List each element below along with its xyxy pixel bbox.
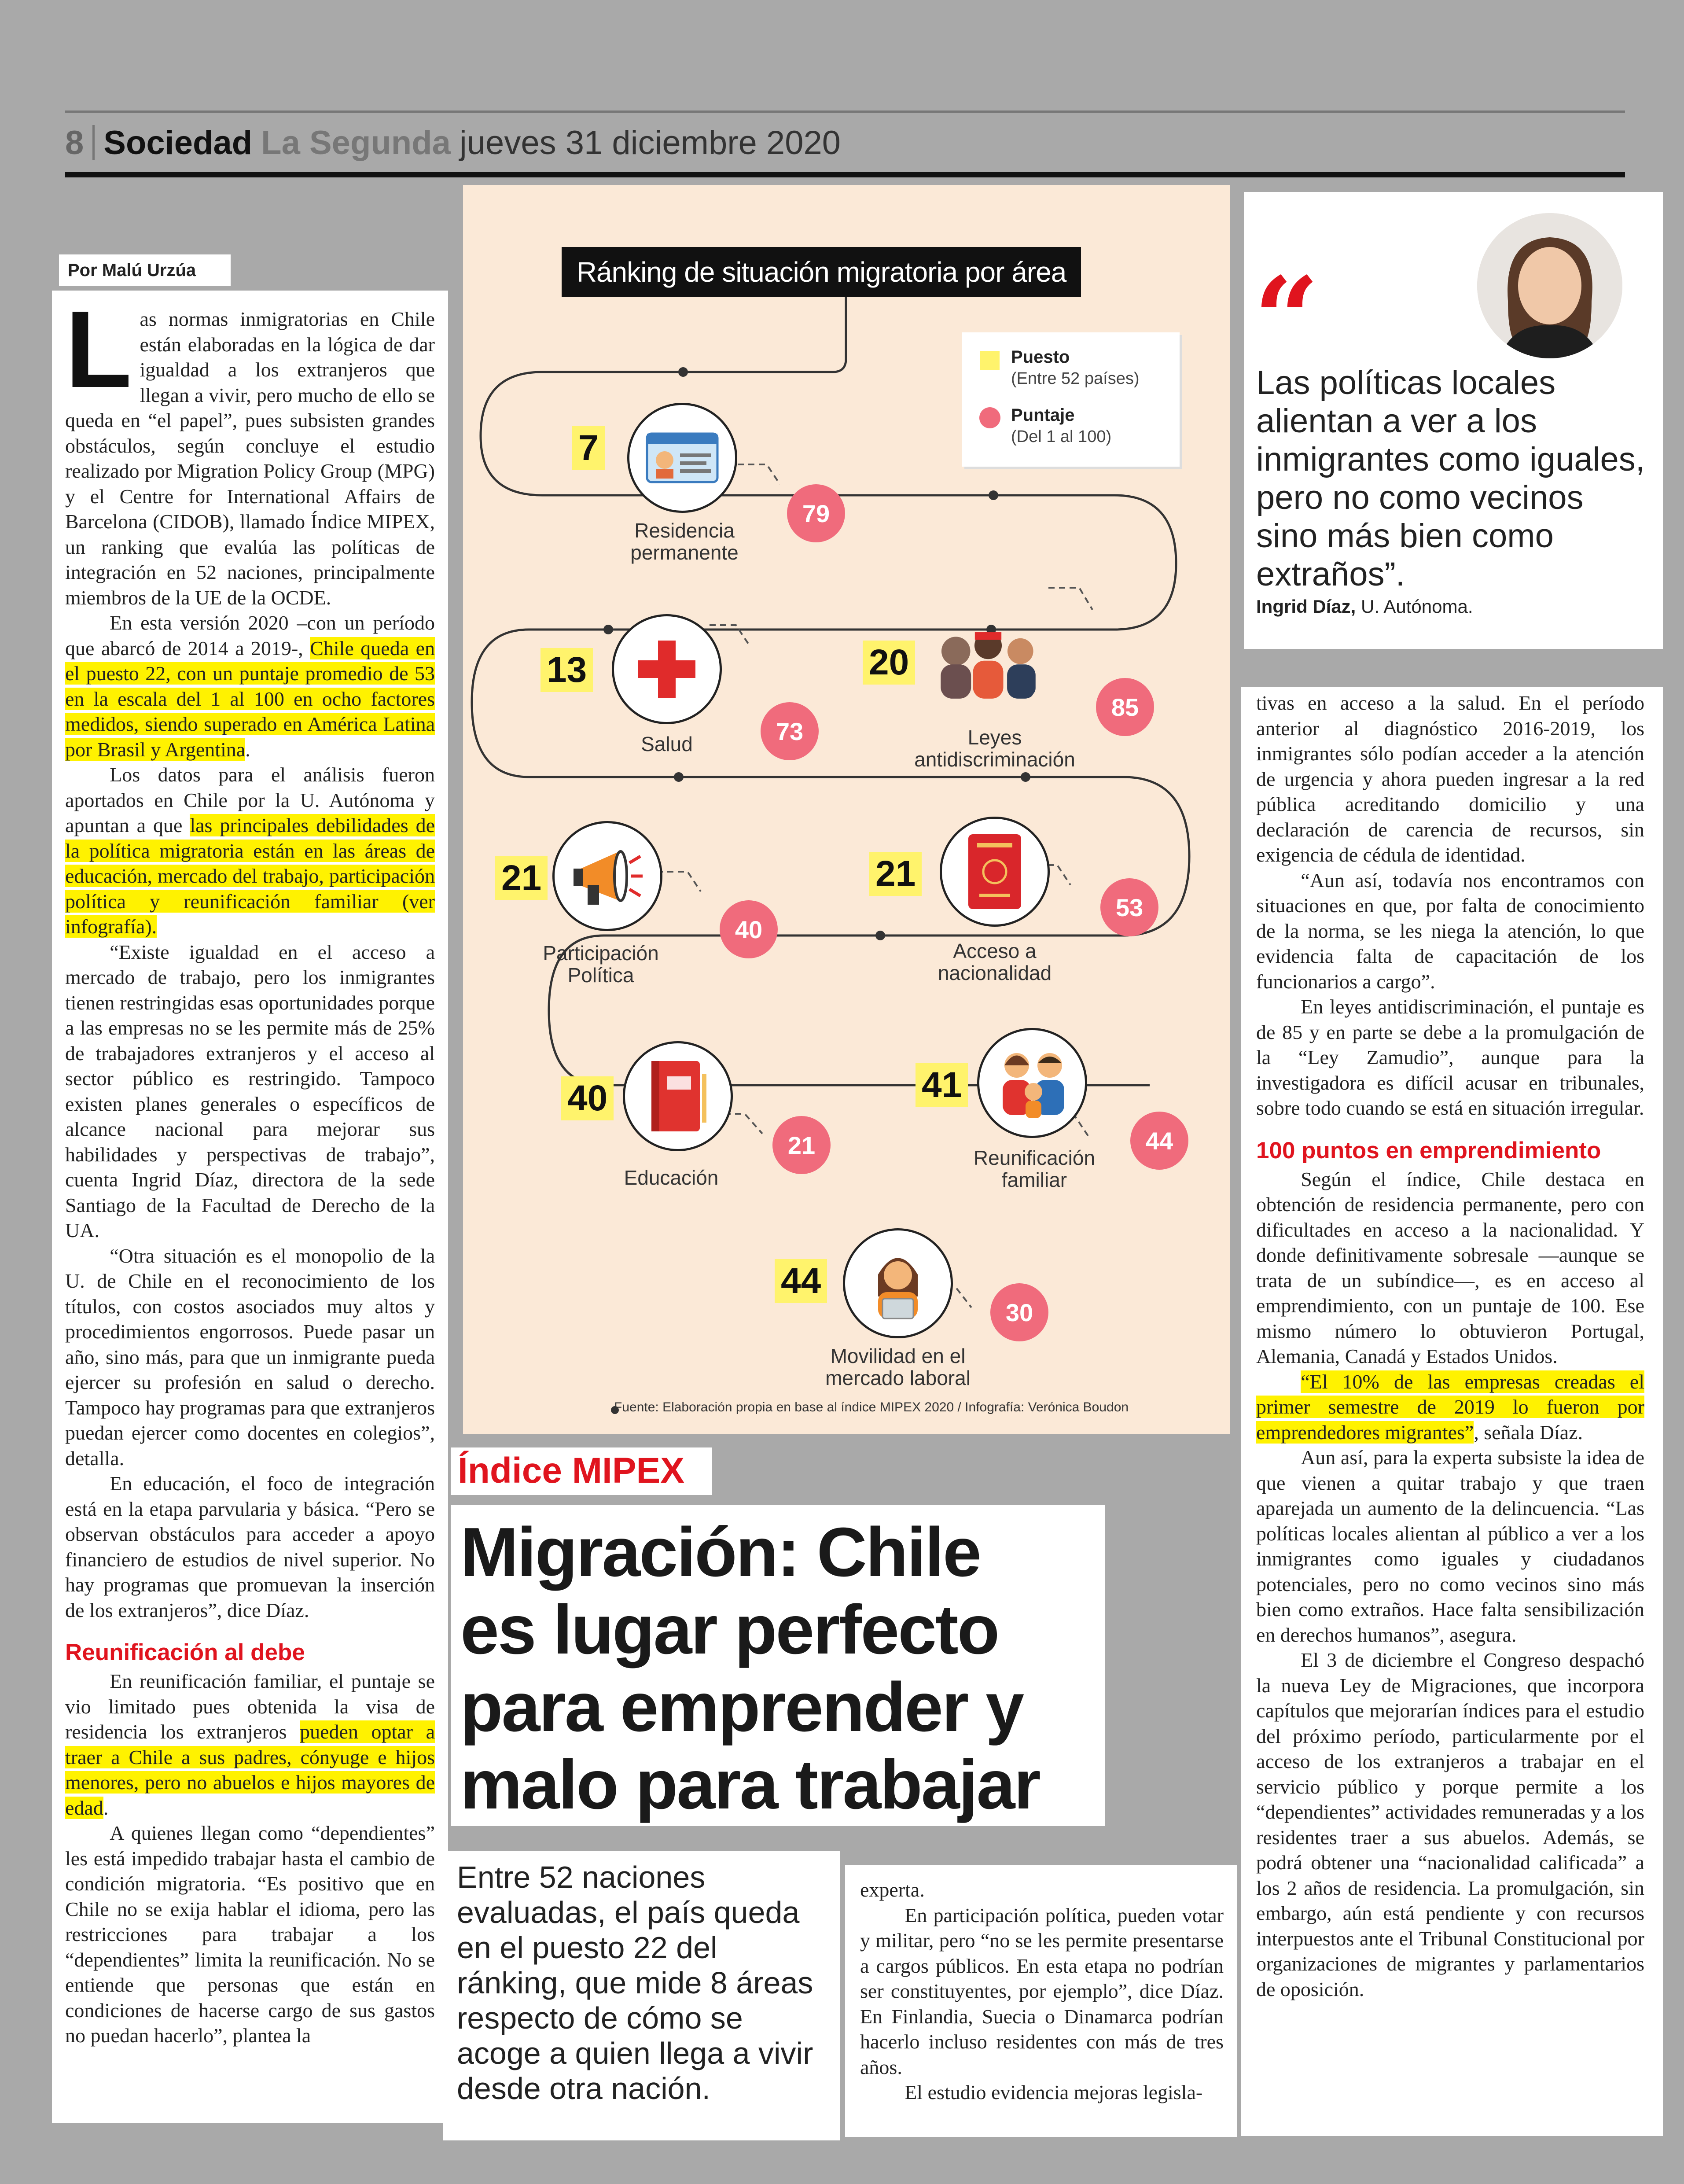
section-name: Sociedad [103, 124, 253, 162]
kicker-text: Índice MIPEX [458, 1451, 684, 1491]
highlight: Chile queda en el puesto 22, con un puntaje promedio de 53 en la escala del 1 al 100 en ocho factores medidos, siendo superado en América Latina por Brasil y Argentina [65, 637, 435, 761]
quote-attribution: Ingrid Díaz, U. Autónoma. [1256, 596, 1473, 617]
paragraph: En leyes antidiscriminación, el puntaje es de 85 y en parte se debe a la promulgación de la “Ley Zamudio”, aunque para la investigadora es difícil acusar en tribunales, sobre todo cuando se está en situación irregular. [1256, 995, 1644, 1119]
score-badge: 53 [1100, 878, 1158, 936]
worker-laptop-icon [843, 1228, 953, 1338]
headline [451, 1505, 1105, 1826]
paragraph: Los datos para el análisis fueron aportados en Chile por la U. Autónoma y apuntan a que las principales debilidades de la política migratoria están en las áreas de educación, mercado del trabajo, participación política y reunificación familiar (ver infografía). [65, 763, 435, 938]
megaphone-icon [552, 821, 662, 931]
rank-badge: 21 [869, 852, 922, 896]
paragraph: Aun así, para la experta subsiste la idea de que vienen a quitar trabajo y que traen aparejada un aumento de la delincuencia. “Las políticas locales alientan al público a ver a los inmigrantes como iguales y ciudadanos potenciales, pero no como vecinos sino más bien como extraños. Hace falta sensibilización en derechos humanos”, asegura. [1256, 1446, 1644, 1646]
area-label: Salud [641, 733, 693, 755]
publication-date: jueves 31 diciembre 2020 [459, 124, 841, 162]
headline-text: Migración: Chile es lugar perfecto para emprender y malo para trabajar [460, 1514, 1040, 1823]
header-bottom-rule [65, 172, 1625, 177]
highlight: las principales debilidades de la política migratoria están en las áreas de educación, mercado del trabajo, participación política y reunificación familiar (ver infografía). [65, 814, 435, 938]
book-icon [623, 1041, 733, 1151]
paragraph: A quienes llegan como “dependientes” les está impedido trabajar hasta el cambio de condición migratoria. “Es positivo que en Chile no se exija hablar el idioma, pero las restricciones para trabajar a los “dependientes” limita la reunificación. No se entiende que personas que están en condiciones de hacerse cargo de sus gastos no puedan hacerlo”, plantea la [65, 1822, 435, 2047]
subheading: 100 puntos en emprendimiento [1256, 1137, 1601, 1164]
paragraph: as normas inmigratorias en Chile están elaboradas en la lógica de dar igualdad a los extranjeros que llegan a vivir, pero mucho de ello se queda en “el papel”, pues subsisten grandes obstáculos, según concluye el estudio realizado por Migration Policy Group (MPG) y el Centre for International Affairs de Barcelona (CIDOB), llamado Índice MIPEX, un ranking que evalúa las políticas de integración en 52 naciones, principalmente miembros de la UE de la OCDE. [65, 308, 435, 609]
paragraph: “Aun así, todavía nos encontramos con situaciones en que, por falta de conocimiento de la norma, se les niega la atención, lo que evidencia falta de capacitación de los funcionarios a cargo”. [1256, 869, 1644, 993]
byline [59, 254, 231, 286]
score-badge: 85 [1096, 678, 1154, 736]
rank-badge: 20 [863, 641, 915, 685]
paragraph: En reunificación familiar, el puntaje se vio limitado pues obtenida la visa de residencia los extranjeros pueden optar a traer a Chile a sus padres, cónyuge e hijos menores, pero no abuelos e hijos mayores de edad. [65, 1670, 435, 1819]
paragraph: experta. [860, 1878, 925, 1901]
infographic-source: Fuente: Elaboración propia en base al índice MIPEX 2020 / Infografía: Verónica Boudon [614, 1400, 1129, 1414]
passport-icon [940, 817, 1050, 927]
deck [443, 1851, 840, 2140]
right-column [1241, 687, 1663, 2136]
legend-puesto: Puesto [1011, 347, 1070, 367]
red-cross-icon [612, 614, 722, 724]
paragraph: Según el índice, Chile destaca en obtención de residencia permanente, pero con dificultades en acceso a la nacionalidad. Y donde definitivamente sobresale —aunque se trata de un subíndice—, es en acceso al emprendimiento, con un puntaje de 100. Ese mismo número lo obtuvieron Portugal, Alemania, Canadá y Estados Unidos. [1256, 1168, 1644, 1367]
family-icon [977, 1028, 1087, 1138]
area-label: Movilidad en el mercado laboral [825, 1344, 971, 1389]
legend-puntaje-sub: (Del 1 al 100) [1011, 427, 1112, 446]
highlight: “El 10% de las empresas creadas el primer semestre de 2019 lo fueron por emprendedores migrantes” [1256, 1370, 1644, 1444]
rank-badge: 40 [561, 1076, 614, 1120]
kicker [451, 1447, 712, 1495]
score-badge: 21 [772, 1116, 831, 1174]
deck-text: Entre 52 naciones evaluadas, el país queda en el puesto 22 del ránking, que mide 8 áreas respecto de cómo se acoge a quien llega a vivir desde otra nación. [457, 1860, 813, 2106]
paragraph: “Otra situación es el monopolio de la U. de Chile en el reconocimiento de los títulos, con costos asociados muy altos y procedimientos engorrosos. Puede pasar un año, sino más, para que un inmigrante pueda ejercer su profesión en salud o derecho. Tampoco hay programas para que extranjeros puedan ejercer como docentes en colegios”, detalla. [65, 1244, 435, 1470]
pull-quote [1244, 192, 1663, 649]
newspaper-name: La Segunda [261, 124, 451, 162]
page-number: 8 [65, 124, 84, 162]
diverse-people-icon [933, 608, 1043, 718]
paragraph: En participación política, pueden votar y militar, pero “no se les permite presentarse a cargos públicos. En esta etapa no podrían ser constituyentes, por ejemplo”, dice Díaz. En Finlandia, Suecia o Dinamarca podrían hacerlo incluso residentes con más de tres años. [860, 1904, 1224, 2078]
rank-badge: 13 [540, 648, 593, 692]
score-badge: 73 [761, 702, 819, 760]
paragraph: tivas en acceso a la salud. En el período anterior al diagnóstico 2016-2019, los inmigrantes sólo podían acceder a la atención de urgencia y ahora pueden ingresar a la red pública acreditando domicilio y una declaración de carencia de recursos, sin exigencia de cédula de identidad. [1256, 692, 1644, 866]
score-badge: 30 [990, 1283, 1048, 1341]
highlight: pueden optar a traer a Chile a sus padres, cónyuge e hijos menores, pero no abuelos e hijos mayores de edad [65, 1720, 435, 1819]
legend-puesto-sub: (Entre 52 países) [1011, 369, 1140, 388]
id-card-icon [627, 403, 737, 513]
quote-text: Las políticas locales alientan a ver a los inmigrantes como iguales, pero no como vecinos sino más bien como extraños”. [1256, 364, 1645, 593]
left-column [52, 288, 448, 2123]
middle-column [845, 1865, 1237, 2137]
paragraph: En educación, el foco de integración está en la etapa parvularia y básica. “Pero se observan obstáculos para acceder a apoyo financiero de estudios de nivel superior. No hay programas que promuevan la inserción de los extranjeros”, dice Díaz. [65, 1472, 435, 1621]
rank-badge: 7 [572, 426, 605, 470]
author-photo [1477, 213, 1622, 358]
byline-text: Por Malú Urzúa [68, 261, 196, 280]
paragraph: “Existe igualdad en el acceso a mercado de trabajo, pero los inmigrantes tienen restringidas esas oportunidades porque a las empresas no se les permite más de 25% de trabajadores extranjeros y el acceso al sector público es restringido. Tampoco existen planes generales o específicos de alcance nacional para mejorar sus habilidades y perspectivas de trabajo”, cuenta Ingrid Díaz, directora de la sede Santiago de la Facultad de Derecho de la UA. [65, 940, 435, 1241]
area-label: Leyes antidiscriminación [914, 726, 1075, 771]
rank-badge: 21 [495, 856, 548, 900]
area-label: Reunificación familiar [973, 1146, 1096, 1191]
puntaje-swatch [979, 407, 1000, 428]
paragraph: El 3 de diciembre el Congreso despachó la nueva Ley de Migraciones, que incorpora capítulos que mejorarían índices para el estudio del próximo período, particularmente por el acceso de los extranjeros a trabajar en el servicio público y porque permite a los “dependientes” actividades remuneradas y a los residentes traer a sus abuelos. Además, se podrá obtener una “nacionalidad calificada” a los 2 años de residencia. La promulgación, sin embargo, aún está pendiente y con recursos interpuestos ante el Tribunal Constitucional por organizaciones de migrantes y parlamentarios de oposición. [1256, 1649, 1644, 2000]
header-top-rule [65, 110, 1625, 113]
infographic-title: Ránking de situación migratoria por área [562, 247, 1081, 297]
paragraph: “El 10% de las empresas creadas el primer semestre de 2019 lo fueron por emprendedores migrantes”, señala Díaz. [1256, 1370, 1644, 1444]
score-badge: 44 [1130, 1112, 1188, 1170]
page-header [65, 118, 841, 167]
score-badge: 40 [720, 900, 778, 958]
legend-puntaje: Puntaje [1011, 405, 1075, 425]
score-badge: 79 [787, 484, 845, 542]
drop-cap: L [65, 288, 132, 410]
paragraph: En esta versión 2020 –con un período que abarcó de 2014 a 2019-, Chile queda en el puesto 22, con un puntaje promedio de 53 en la escala del 1 al 100 en ocho factores medidos, siendo superado en América Latina por Brasil y Argentina. [65, 611, 435, 761]
subheading: Reunificación al debe [65, 1639, 305, 1665]
area-label: Educación [624, 1166, 719, 1189]
area-label: Acceso a nacionalidad [938, 939, 1052, 984]
infographic-legend [962, 332, 1180, 467]
header-divider [92, 125, 95, 160]
area-label: Residencia permanente [630, 519, 739, 564]
area-label: Participación Política [543, 942, 659, 987]
paragraph: El estudio evidencia mejoras legisla- [905, 2081, 1203, 2103]
puesto-swatch [980, 351, 1000, 370]
rank-badge: 44 [775, 1259, 827, 1303]
quote-mark-icon: “ [1254, 252, 1320, 387]
rank-badge: 41 [916, 1063, 968, 1107]
